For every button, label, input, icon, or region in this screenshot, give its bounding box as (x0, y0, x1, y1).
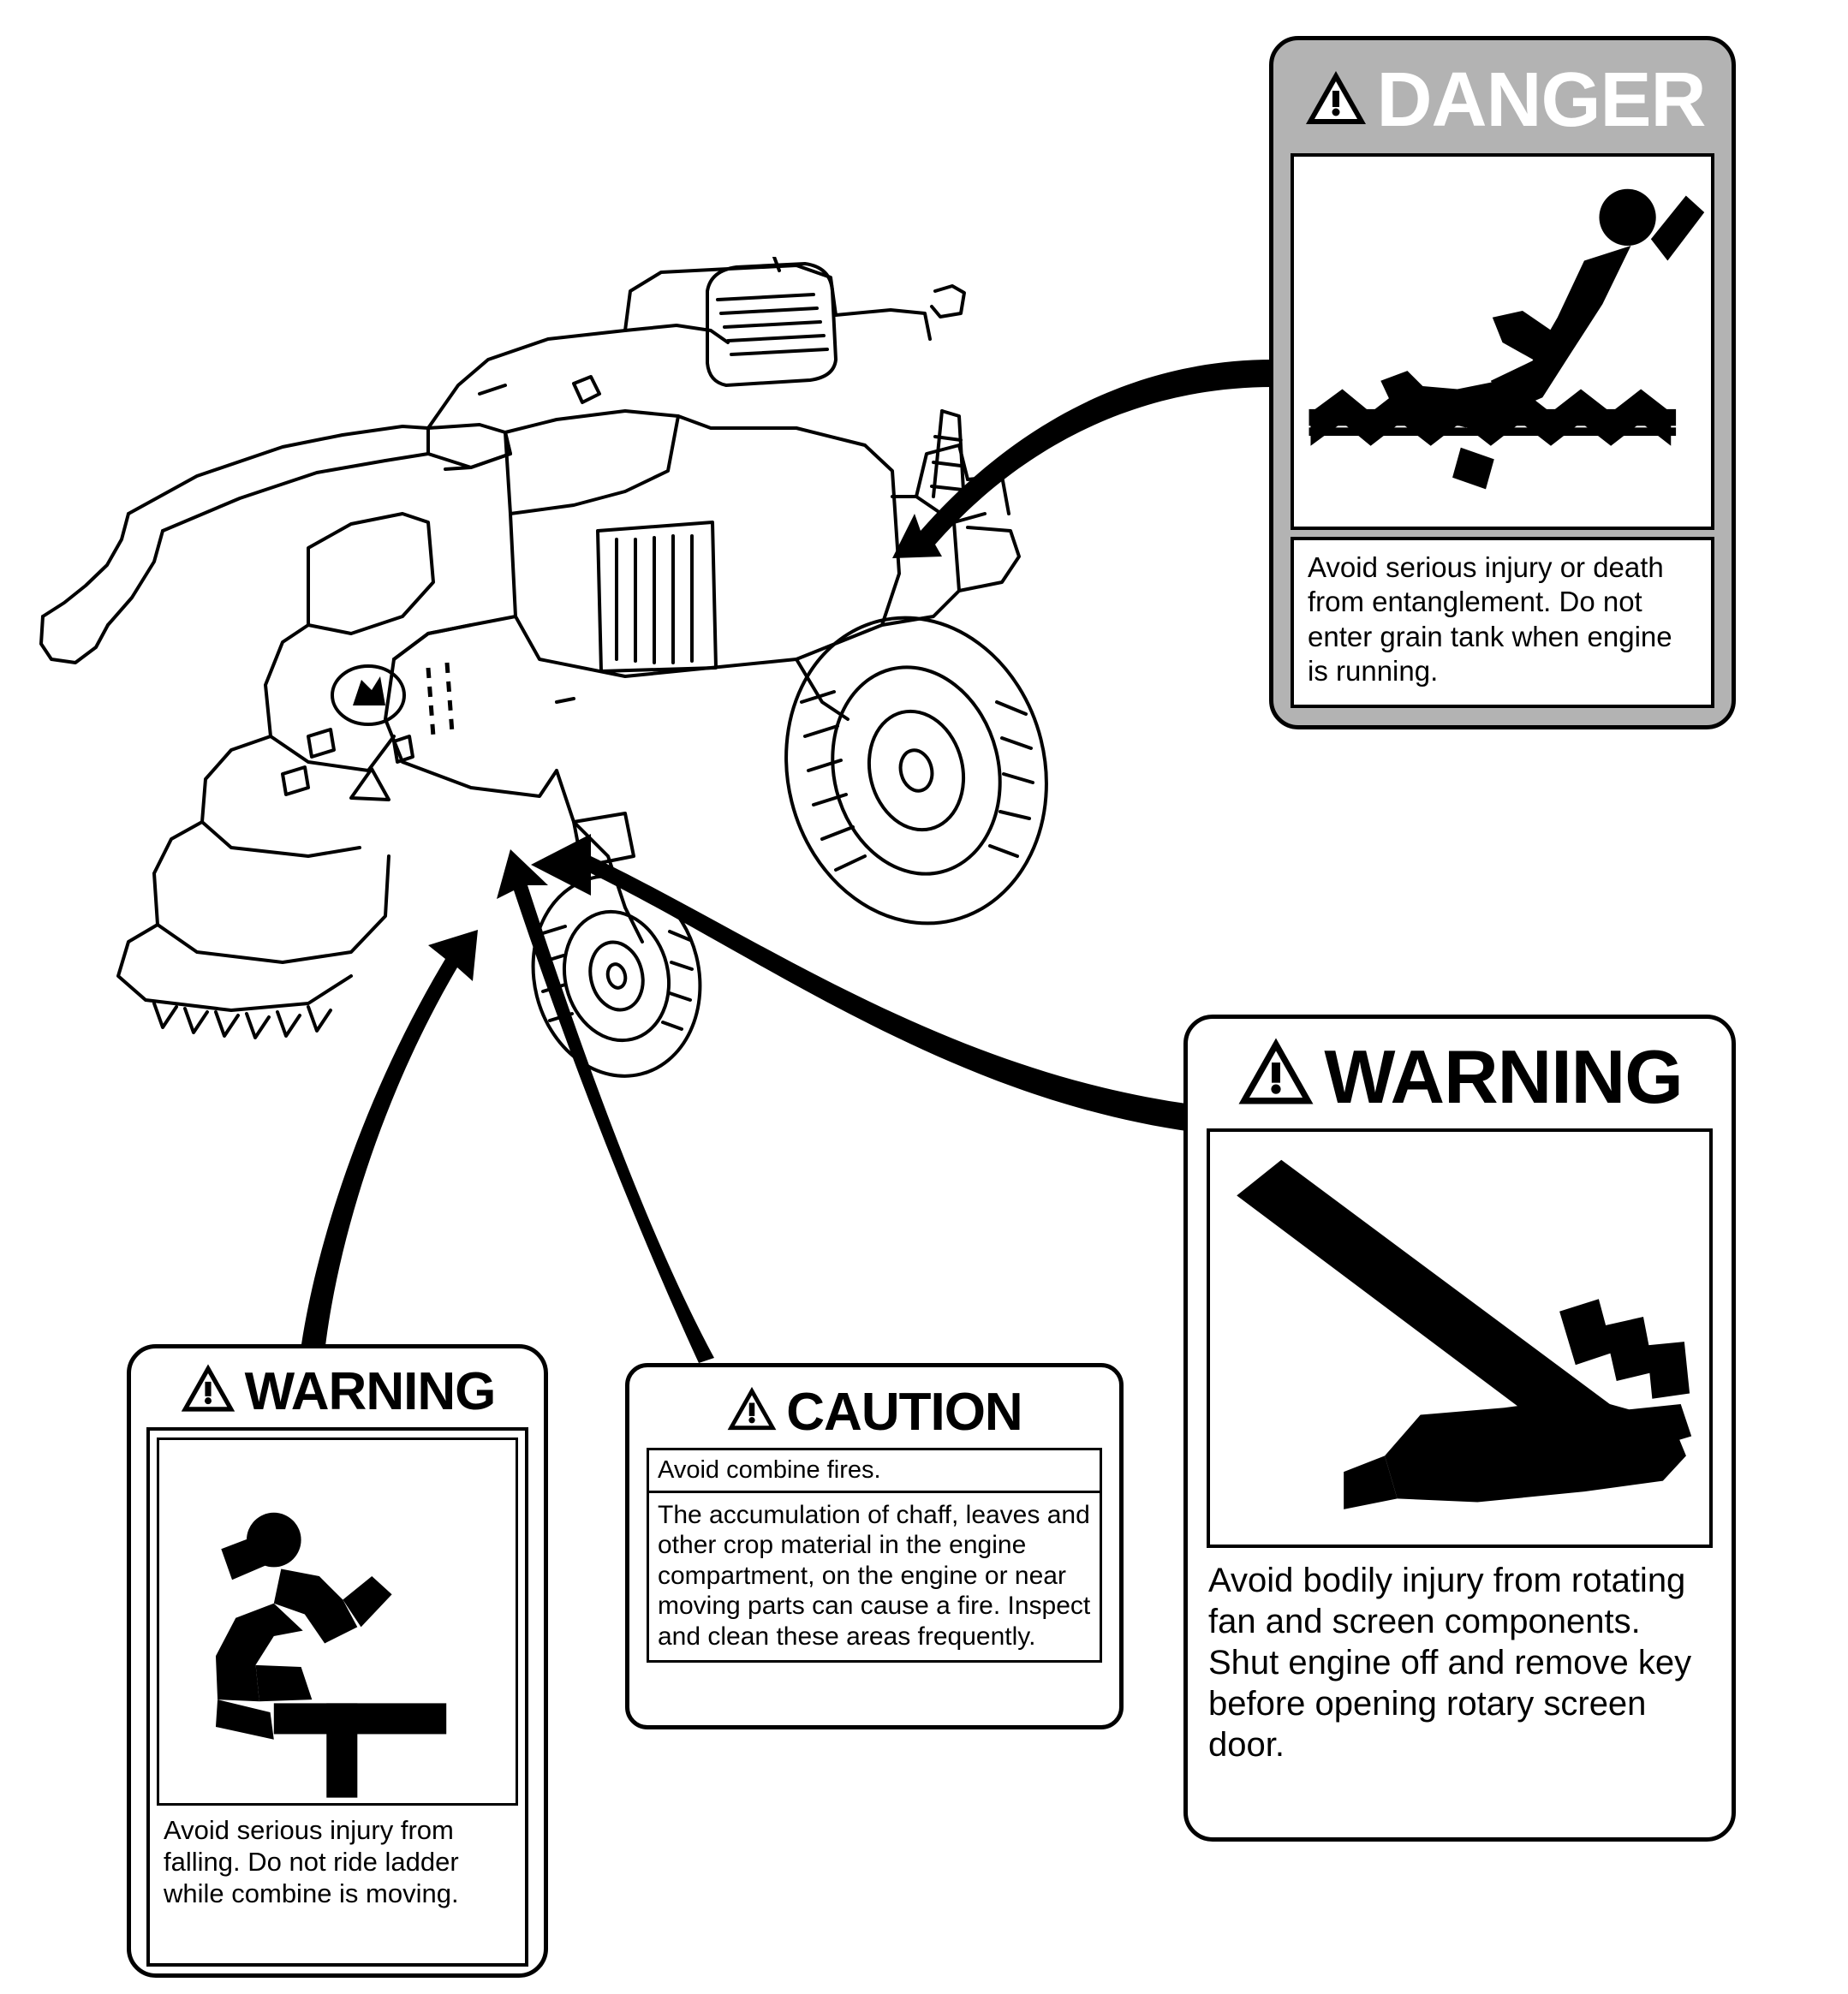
danger-decal-header (1291, 56, 1714, 145)
warning-ladder-signal-word: WARNING (244, 1362, 496, 1421)
caution-headline-box (647, 1448, 1102, 1493)
caution-message-text: The accumulation of chaff, leaves and other crop material in the engine compartment, on the engine or near moving parts can cause a fire. Inspect and clean these areas frequently. (658, 1501, 1091, 1651)
danger-message-text: Avoid serious injury or death from entanglement. Do not enter grain tank when engine is running. (1308, 551, 1672, 687)
hand-in-rotating-fan-pictogram (1207, 1128, 1713, 1548)
person-falling-into-auger-pictogram (1291, 153, 1714, 530)
caution-decal-combine-fires[interactable] (625, 1363, 1124, 1729)
warning-ladder-message-box (157, 1811, 518, 1910)
alert-triangle-icon (180, 1362, 236, 1423)
warning-fan-signal-word: WARNING (1324, 1034, 1683, 1119)
caution-message-box (647, 1493, 1102, 1663)
alert-triangle-icon (1237, 1036, 1315, 1118)
danger-signal-word: DANGER (1376, 57, 1706, 143)
warning-fan-message-box (1207, 1560, 1713, 1765)
warning-ladder-decal-header (146, 1360, 528, 1424)
danger-decal-grain-tank[interactable] (1269, 36, 1736, 729)
alert-triangle-icon (726, 1385, 778, 1441)
person-falling-from-ladder-pictogram (157, 1437, 518, 1806)
warning-decal-rotary-screen[interactable] (1183, 1015, 1736, 1842)
warning-fan-message-text: Avoid bodily injury from rotating fan and screen components. Shut engine off and remove key before opening rotary screen door. (1208, 1562, 1692, 1764)
caution-decal-header (647, 1381, 1102, 1444)
warning-ladder-inner-frame (146, 1427, 528, 1967)
warning-fan-decal-header (1207, 1033, 1713, 1122)
caution-signal-word: CAUTION (786, 1383, 1022, 1442)
warning-ladder-message-text: Avoid serious injury from falling. Do not ride ladder while combine is moving. (164, 1815, 459, 1909)
caution-headline-text: Avoid combine fires. (658, 1456, 881, 1484)
warning-decal-ladder[interactable] (127, 1344, 548, 1978)
danger-message-box (1291, 537, 1714, 708)
alert-triangle-icon (1304, 62, 1368, 139)
combine-harvester-illustration (26, 257, 1276, 1164)
combine-line-art (26, 257, 1276, 1164)
